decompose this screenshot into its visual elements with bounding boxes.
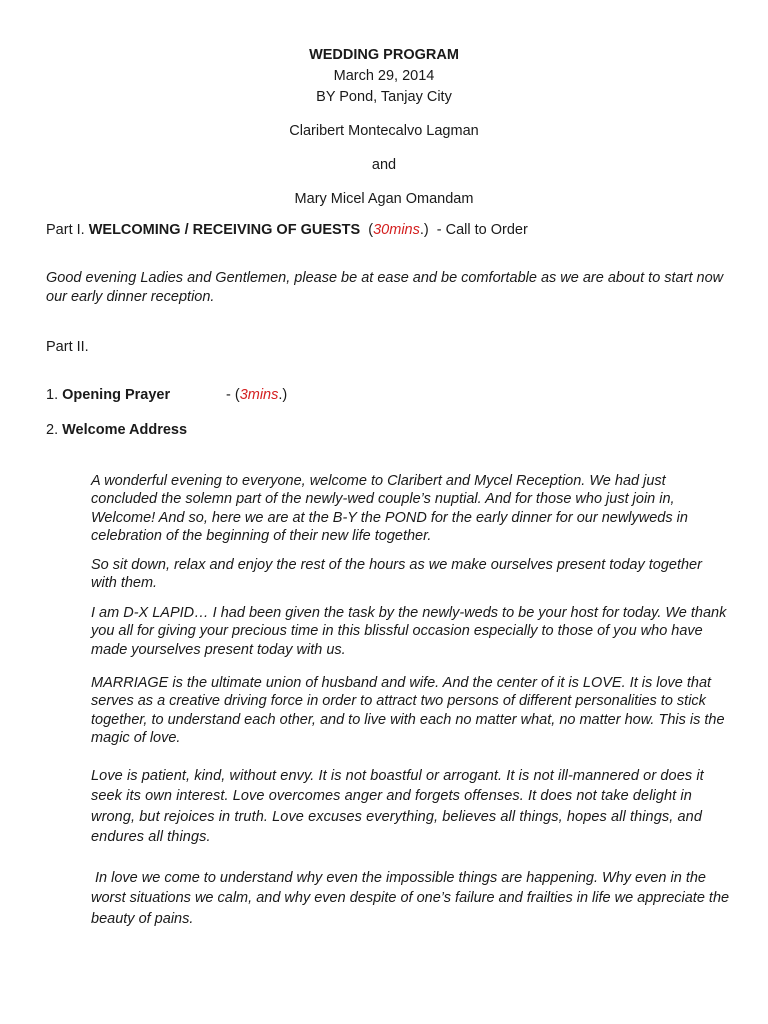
welcome-paragraph: So sit down, relax and enjoy the rest of the hours as we make ourselves present today together with them. — [91, 557, 702, 592]
item-duration-wrap — [226, 385, 287, 405]
part1-duration: 30mins — [373, 222, 420, 238]
welcome-paragraph: In love we come to understand why even the impossible things are happening. Why even in the worst situations we calm, and why even despite of one’s failure and frailties in life we appreciate the beauty of pains. — [91, 870, 730, 927]
bride-name: Mary Micel Agan Omandam — [294, 191, 474, 207]
intro-paragraph: Good evening Ladies and Gentlemen, please be at ease and be comfortable as we are about to start now our early dinner reception. — [46, 270, 724, 305]
part1-suffix: - Call to Order — [428, 222, 528, 238]
item-number: 2. — [46, 422, 63, 438]
item-number: 1. — [46, 387, 63, 403]
program-item-opening-prayer — [46, 385, 288, 405]
item-duration: 3mins — [239, 387, 279, 403]
item-label: Welcome Address — [62, 422, 188, 438]
program-item-welcome-address — [46, 420, 187, 440]
welcome-paragraph: A wonderful evening to everyone, welcome to Claribert and Mycel Reception. We had just concluded the solemn part of the newly-wed couple’s nuptial. And for those who just join in, Welcome! And so, here we are at the B-Y the POND for the early dinner for our newlyweds in celebration of the beginning of their new life together. — [91, 473, 688, 544]
item-label: Opening Prayer — [62, 387, 171, 403]
welcome-paragraph: MARRIAGE is the ultimate union of husband and wife. And the center of it is LOVE. It is love that serves as a creative driving force in order to attract two persons of different personalities to stick together, to understand each other, and to live with each no matter what, no matter how. This is the magic of love. — [91, 675, 725, 746]
part1-close-paren: .) — [419, 222, 429, 238]
part1-prefix: Part I. — [46, 222, 89, 238]
part1-heading — [46, 220, 528, 240]
item-dash-open: - ( — [226, 387, 240, 403]
program-title: WEDDING PROGRAM — [309, 47, 459, 63]
conjunction: and — [371, 157, 397, 173]
welcome-paragraph: Love is patient, kind, without envy. It is not boastful or arrogant. It is not ill-mannered or does it seek its own interest. Love overcomes anger and forgets offenses. It does not take delight in wrong, but rejoices in truth. Love excuses everything, believes all things, hopes all things, and endures all things. — [91, 768, 704, 846]
groom-name: Claribert Montecalvo Lagman — [289, 123, 479, 139]
item-dash-close: .) — [278, 387, 288, 403]
program-venue: BY Pond, Tanjay City — [316, 89, 452, 105]
program-date: March 29, 2014 — [333, 68, 435, 84]
welcome-paragraph: I am D-X LAPID… I had been given the task by the newly-weds to be your host for today. We thank you all for giving your precious time in this blissful occasion especially to those of you who have made yourselves present today with us. — [91, 605, 727, 658]
part2-heading: Part II. — [46, 339, 89, 355]
part1-open-paren: ( — [360, 222, 374, 238]
part1-title: WELCOMING / RECEIVING OF GUESTS — [88, 222, 361, 238]
